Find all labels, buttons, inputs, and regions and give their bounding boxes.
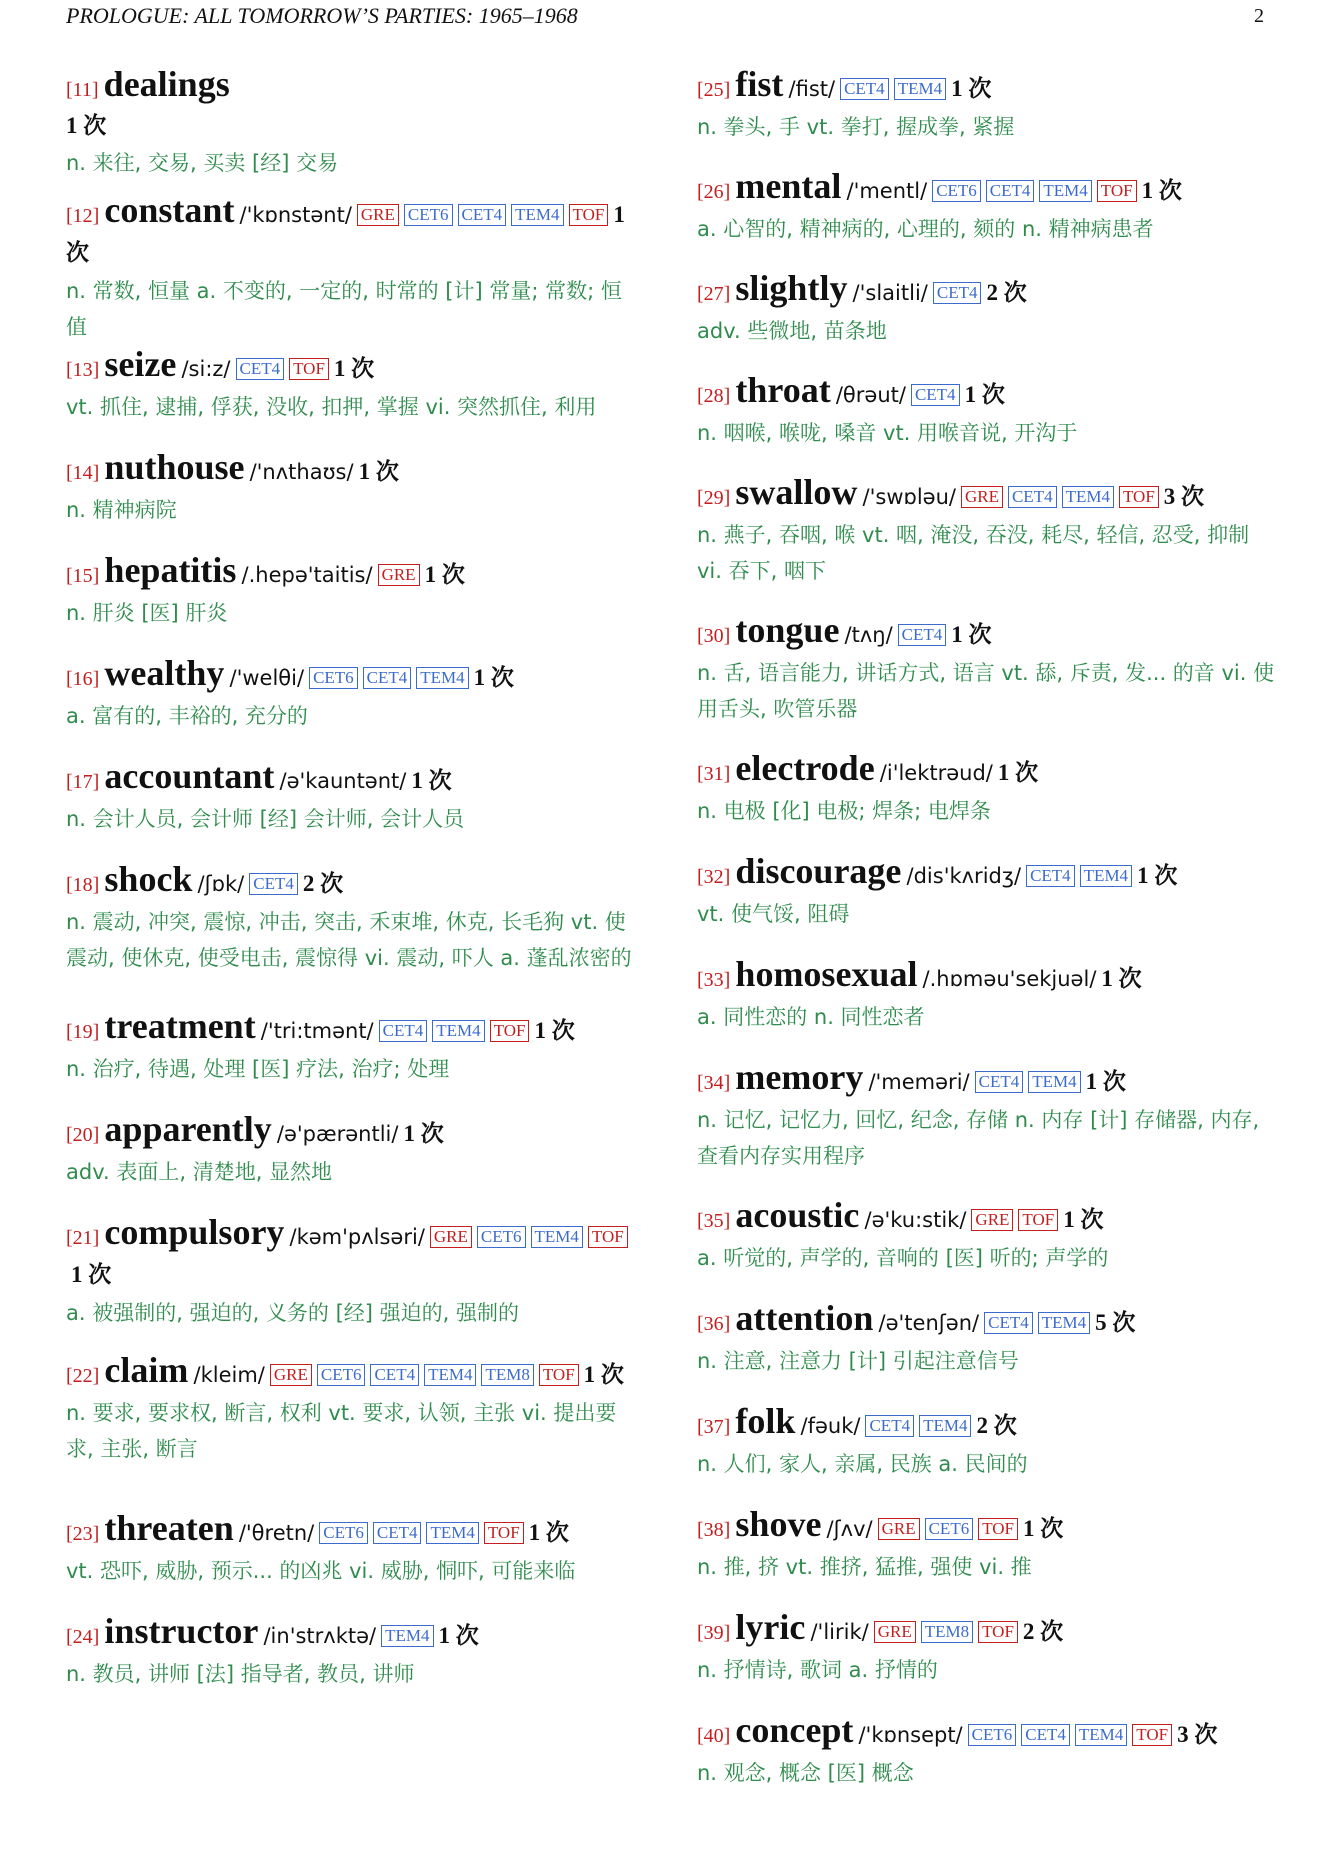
headword: nuthouse [104, 447, 245, 487]
pronunciation: /'θretn/ [238, 1521, 315, 1545]
entry-headline [697, 1712, 1277, 1755]
occurrence-count: 1 次 [951, 622, 992, 647]
entry-headline [66, 449, 636, 492]
headword: seize [104, 344, 177, 384]
headword: acoustic [735, 1195, 860, 1235]
occurrence-count: 2 次 [302, 871, 344, 896]
word-entry [697, 270, 1277, 372]
headword: constant [104, 190, 235, 230]
occurrence-count: 1 次 [358, 459, 399, 484]
headword: fist [735, 64, 784, 104]
definition: n. 抒情诗, 歌词 a. 抒情的 [697, 1658, 938, 1682]
entry-index: [21] [66, 1227, 100, 1249]
pronunciation: /fəuk/ [800, 1414, 861, 1438]
headword: apparently [104, 1109, 272, 1149]
word-entry [697, 372, 1277, 474]
exam-tag: CET4 [1026, 865, 1075, 887]
entry-index: [16] [66, 668, 100, 690]
exam-tag: TEM4 [1062, 486, 1114, 508]
word-entry [66, 192, 636, 346]
entry-headline [697, 474, 1277, 517]
entry-headline [697, 168, 1277, 211]
pronunciation: /θrəut/ [835, 383, 906, 407]
exam-tag: TOF [1097, 180, 1137, 202]
entry-index: [14] [66, 462, 100, 484]
headword: homosexual [735, 954, 918, 994]
entry-index: [28] [697, 385, 731, 407]
word-entry [697, 1059, 1277, 1197]
exam-tag: CET6 [925, 1518, 974, 1540]
entry-headline [697, 270, 1277, 313]
exam-tag: CET4 [984, 1312, 1033, 1334]
exam-tag: CET6 [309, 667, 358, 689]
pronunciation: /'nʌthaʊs/ [249, 460, 354, 484]
pronunciation: /fist/ [788, 77, 836, 101]
definition: n. 来往, 交易, 买卖 [经] 交易 [66, 151, 339, 175]
entry-index: [23] [66, 1523, 100, 1545]
headword: threaten [104, 1508, 234, 1548]
pronunciation: /ə'kauntənt/ [279, 769, 407, 793]
exam-tag: TOF [1018, 1209, 1058, 1231]
occurrence-count: 1 次 [997, 760, 1039, 785]
pronunciation: /'lirik/ [810, 1620, 869, 1644]
definition: n. 肝炎 [医] 肝炎 [66, 601, 228, 625]
exam-tag: TOF [569, 204, 609, 226]
exam-tag: CET6 [932, 180, 981, 202]
entry-headline [697, 372, 1277, 415]
entry-headline [697, 1300, 1277, 1343]
word-entry [697, 66, 1277, 168]
entry-index: [20] [66, 1124, 100, 1146]
entry-index: [37] [697, 1416, 731, 1438]
entry-index: [18] [66, 874, 100, 896]
pronunciation: /'swɒləu/ [862, 485, 956, 509]
occurrence-count: 1 次 [583, 1362, 624, 1387]
entry-index: [13] [66, 359, 100, 381]
entry-headline [66, 758, 636, 801]
exam-tag: CET4 [840, 78, 889, 100]
definition: n. 推, 挤 vt. 推挤, 猛推, 强使 vi. 推 [697, 1555, 1032, 1579]
exam-tag: TEM4 [894, 78, 946, 100]
headword: electrode [735, 748, 875, 788]
left-column [66, 66, 636, 1716]
pronunciation: /'welθi/ [229, 666, 305, 690]
occurrence-count: 1 次 [66, 113, 107, 138]
entry-index: [15] [66, 565, 100, 587]
exam-tag: CET4 [458, 204, 507, 226]
definition: n. 咽喉, 喉咙, 嗓音 vt. 用喉音说, 开沟于 [697, 421, 1078, 445]
pronunciation: /'slaitli/ [852, 281, 928, 305]
headword: treatment [104, 1006, 256, 1046]
exam-tag: TOF [484, 1522, 524, 1544]
word-entry [66, 758, 636, 861]
entry-headline [66, 192, 636, 273]
pronunciation: /'kɒnsept/ [858, 1723, 963, 1747]
definition: adv. 些微地, 苗条地 [697, 319, 887, 343]
pronunciation: /'mentl/ [846, 179, 928, 203]
exam-tag: CET4 [911, 384, 960, 406]
entry-headline [697, 853, 1277, 896]
headword: instructor [104, 1611, 259, 1651]
occurrence-count: 1 次 [403, 1121, 444, 1146]
exam-tag: CET4 [236, 358, 285, 380]
exam-tag: CET4 [898, 624, 947, 646]
entry-headline [66, 552, 636, 595]
occurrence-count: 1 次 [473, 665, 514, 690]
pronunciation: /ʃʌv/ [826, 1517, 873, 1541]
word-entry [66, 1352, 636, 1510]
exam-tag: CET6 [319, 1522, 368, 1544]
exam-tag: TEM4 [381, 1625, 433, 1647]
exam-tag: TEM4 [424, 1364, 476, 1386]
headword: lyric [735, 1607, 806, 1647]
entry-index: [40] [697, 1725, 731, 1747]
exam-tag: TEM8 [481, 1364, 533, 1386]
entry-index: [33] [697, 969, 731, 991]
exam-tag: TEM4 [416, 667, 468, 689]
entry-index: [11] [66, 79, 99, 101]
definition: n. 震动, 冲突, 震惊, 冲击, 突击, 禾束堆, 休克, 长毛狗 vt. 使震动, 使休克, 使受电击, 震惊得 vi. 震动, 吓人 a. 蓬乱浓密的 [66, 910, 632, 970]
exam-tag: CET4 [975, 1071, 1024, 1093]
exam-tag: TOF [1119, 486, 1159, 508]
headword: tongue [735, 610, 840, 650]
entry-headline [697, 1059, 1277, 1102]
exam-tag: TEM4 [1075, 1724, 1127, 1746]
definition: n. 教员, 讲师 [法] 指导者, 教员, 讲师 [66, 1662, 415, 1686]
exam-tag: GRE [874, 1621, 916, 1643]
entry-index: [30] [697, 625, 731, 647]
word-entry [697, 853, 1277, 956]
entry-headline [66, 1352, 636, 1395]
occurrence-count: 5 次 [1095, 1310, 1136, 1335]
pronunciation: /si:z/ [181, 357, 231, 381]
occurrence-count: 1 次 [411, 768, 452, 793]
exam-tag: CET6 [968, 1724, 1017, 1746]
definition: n. 会计人员, 会计师 [经] 会计师, 会计人员 [66, 807, 465, 831]
entry-index: [38] [697, 1519, 731, 1541]
word-entry [697, 1506, 1277, 1609]
headword: compulsory [104, 1212, 285, 1252]
entry-index: [25] [697, 79, 731, 101]
word-entry [66, 1008, 636, 1111]
occurrence-count: 1 次 [951, 76, 992, 101]
entry-index: [39] [697, 1622, 731, 1644]
headword: concept [735, 1710, 854, 1750]
entry-index: [35] [697, 1210, 731, 1232]
definition: a. 被强制的, 强迫的, 义务的 [经] 强迫的, 强制的 [66, 1301, 520, 1325]
entry-index: [36] [697, 1313, 731, 1335]
entry-headline [697, 956, 1277, 999]
definition: a. 心智的, 精神病的, 心理的, 颏的 n. 精神病患者 [697, 217, 1154, 241]
headword: memory [735, 1057, 864, 1097]
exam-tag: TOF [490, 1020, 530, 1042]
entry-index: [29] [697, 487, 731, 509]
entry-index: [19] [66, 1021, 100, 1043]
pronunciation: /tʌŋ/ [844, 623, 893, 647]
definition: vt. 使气馁, 阻碍 [697, 902, 850, 926]
definition: vt. 恐吓, 威胁, 预示... 的凶兆 vi. 威胁, 恫吓, 可能来临 [66, 1559, 576, 1583]
headword: discourage [735, 851, 902, 891]
occurrence-count: 2 次 [1022, 1619, 1064, 1644]
headword: swallow [735, 472, 858, 512]
pronunciation: /.hɒməu'sekjuəl/ [922, 967, 1097, 991]
word-entry [66, 861, 636, 1008]
definition: n. 燕子, 吞咽, 喉 vt. 咽, 淹没, 吞没, 耗尽, 轻信, 忍受, 抑制 vi. 吞下, 咽下 [697, 523, 1250, 583]
pronunciation: /ʃɒk/ [197, 872, 245, 896]
pronunciation: /'tri:tmənt/ [260, 1019, 374, 1043]
word-entry [66, 66, 636, 192]
entry-index: [26] [697, 181, 731, 203]
exam-tag: TOF [539, 1364, 579, 1386]
pronunciation: /.hepə'taitis/ [241, 563, 373, 587]
entry-index: [24] [66, 1626, 100, 1648]
entry-headline [697, 750, 1277, 793]
exam-tag: TEM4 [432, 1020, 484, 1042]
word-entry [697, 1197, 1277, 1300]
entry-headline [66, 861, 636, 904]
entry-headline [697, 1403, 1277, 1446]
occurrence-count: 1 次 [1101, 966, 1142, 991]
entry-headline [66, 1111, 636, 1154]
exam-tag: TEM4 [511, 204, 563, 226]
word-entry [697, 1403, 1277, 1506]
exam-tag: CET4 [363, 667, 412, 689]
entry-headline [697, 1197, 1277, 1240]
exam-tag: GRE [961, 486, 1003, 508]
occurrence-count: 1 次 [1085, 1069, 1126, 1094]
exam-tag: GRE [357, 204, 399, 226]
exam-tag: TEM4 [1028, 1071, 1080, 1093]
definition: n. 常数, 恒量 a. 不变的, 一定的, 时常的 [计] 常量; 常数; 恒值 [66, 279, 622, 339]
pronunciation: /ə'tenʃən/ [878, 1311, 980, 1335]
pronunciation: /ə'pærəntli/ [276, 1122, 399, 1146]
word-entry [697, 168, 1277, 270]
definition: n. 拳头, 手 vt. 拳打, 握成拳, 紧握 [697, 115, 1015, 139]
definition: n. 舌, 语言能力, 讲话方式, 语言 vt. 舔, 斥责, 发... 的音 vi. 使用舌头, 吹管乐器 [697, 661, 1275, 721]
exam-tag: CET4 [379, 1020, 428, 1042]
word-entry [697, 612, 1277, 750]
exam-tag: CET4 [373, 1522, 422, 1544]
exam-tag: GRE [270, 1364, 312, 1386]
definition: adv. 表面上, 清楚地, 显然地 [66, 1160, 333, 1184]
definition: n. 治疗, 待遇, 处理 [医] 疗法, 治疗; 处理 [66, 1057, 450, 1081]
exam-tag: CET4 [933, 282, 982, 304]
pronunciation: /kəm'pʌlsəri/ [289, 1225, 425, 1249]
headword: dealings [103, 64, 230, 104]
exam-tag: TOF [1132, 1724, 1172, 1746]
entry-headline [66, 655, 636, 698]
word-entry [66, 1510, 636, 1613]
occurrence-count: 1 次 [333, 356, 375, 381]
exam-tag: GRE [878, 1518, 920, 1540]
headword: attention [735, 1298, 874, 1338]
entry-index: [27] [697, 283, 731, 305]
word-entry [66, 552, 636, 655]
entry-headline [697, 66, 1277, 109]
headword: shock [104, 859, 193, 899]
definition: n. 电极 [化] 电极; 焊条; 电焊条 [697, 799, 991, 823]
entry-headline [66, 1008, 636, 1051]
exam-tag: GRE [971, 1209, 1013, 1231]
word-entry [66, 1111, 636, 1214]
headword: wealthy [104, 653, 225, 693]
entry-headline [66, 1613, 636, 1656]
definition: n. 精神病院 [66, 498, 177, 522]
right-column [697, 66, 1277, 1815]
entry-headline [697, 1609, 1277, 1652]
occurrence-count: 1 次 [1023, 1516, 1064, 1541]
definition: a. 听觉的, 声学的, 音响的 [医] 听的; 声学的 [697, 1246, 1109, 1270]
entry-index: [17] [66, 771, 100, 793]
headword: claim [104, 1350, 189, 1390]
exam-tag: TEM4 [1039, 180, 1091, 202]
entry-index: [22] [66, 1365, 100, 1387]
headword: shove [735, 1504, 822, 1544]
exam-tag: CET6 [317, 1364, 366, 1386]
headword: mental [735, 166, 842, 206]
occurrence-count: 1 次 [1141, 178, 1182, 203]
exam-tag: CET4 [1021, 1724, 1070, 1746]
word-entry [697, 1609, 1277, 1712]
word-entry [697, 474, 1277, 612]
definition: a. 富有的, 丰裕的, 充分的 [66, 704, 308, 728]
headword: accountant [104, 756, 275, 796]
occurrence-count: 1 次 [1137, 863, 1178, 888]
occurrence-count: 1 次 [71, 1262, 112, 1287]
pronunciation: /'kɒnstənt/ [239, 203, 352, 227]
entry-index: [32] [697, 866, 731, 888]
headword: slightly [735, 268, 848, 308]
occurrence-count: 1 次 [438, 1623, 479, 1648]
exam-tag: TOF [978, 1518, 1018, 1540]
exam-tag: CET6 [404, 204, 453, 226]
entry-index: [12] [66, 205, 100, 227]
exam-tag: GRE [430, 1226, 472, 1248]
word-entry [697, 1300, 1277, 1403]
exam-tag: CET4 [865, 1415, 914, 1437]
exam-tag: TEM4 [531, 1226, 583, 1248]
pronunciation: /i'lektrəud/ [879, 761, 993, 785]
pronunciation: /kleim/ [193, 1363, 265, 1387]
exam-tag: CET4 [986, 180, 1035, 202]
exam-tag: CET4 [370, 1364, 419, 1386]
word-entry [66, 1613, 636, 1716]
exam-tag: CET4 [1008, 486, 1057, 508]
definition: n. 观念, 概念 [医] 概念 [697, 1761, 914, 1785]
pronunciation: /'meməri/ [868, 1070, 970, 1094]
page-header [66, 0, 1264, 32]
exam-tag: TEM4 [919, 1415, 971, 1437]
exam-tag: TEM4 [426, 1522, 478, 1544]
occurrence-count: 3 次 [1177, 1722, 1218, 1747]
headword: hepatitis [104, 550, 237, 590]
exam-tag: TEM4 [1038, 1312, 1090, 1334]
occurrence-count: 1 次 [528, 1520, 569, 1545]
exam-tag: CET6 [477, 1226, 526, 1248]
definition: n. 要求, 要求权, 断言, 权利 vt. 要求, 认领, 主张 vi. 提出要求, 主张, 断言 [66, 1401, 617, 1461]
exam-tag: TOF [588, 1226, 628, 1248]
occurrence-count: 1 次 [66, 202, 625, 265]
occurrence-count: 2 次 [976, 1413, 1017, 1438]
word-entry [697, 956, 1277, 1059]
exam-tag: TEM4 [1080, 865, 1132, 887]
entry-headline [66, 66, 636, 109]
occurrence-count: 3 次 [1163, 484, 1205, 509]
page-number: 2 [1254, 4, 1264, 27]
word-entry [66, 346, 636, 449]
definition: a. 同性恋的 n. 同性恋者 [697, 1005, 925, 1029]
entry-headline [66, 1214, 636, 1295]
definition: n. 注意, 注意力 [计] 引起注意信号 [697, 1349, 1019, 1373]
definition: n. 人们, 家人, 亲属, 民族 a. 民间的 [697, 1452, 1028, 1476]
entry-index: [31] [697, 763, 731, 785]
headword: throat [735, 370, 831, 410]
pronunciation: /ə'ku:stik/ [864, 1208, 967, 1232]
occurrence-count: 2 次 [986, 280, 1027, 305]
headword: folk [735, 1401, 796, 1441]
word-entry [66, 655, 636, 758]
exam-tag: TEM8 [921, 1621, 973, 1643]
entry-headline [66, 346, 636, 389]
word-entry [697, 1712, 1277, 1815]
exam-tag: TOF [289, 358, 329, 380]
exam-tag: CET4 [249, 873, 298, 895]
word-entry [697, 750, 1277, 853]
definition: vt. 抓住, 逮捕, 俘获, 没收, 扣押, 掌握 vi. 突然抓住, 利用 [66, 395, 597, 419]
occurrence-count: 1 次 [534, 1018, 575, 1043]
occurrence-count: 1 次 [424, 562, 465, 587]
pronunciation: /dis'kʌridʒ/ [906, 864, 1022, 888]
exam-tag: TOF [978, 1621, 1018, 1643]
entry-headline [697, 1506, 1277, 1549]
definition: n. 记忆, 记忆力, 回忆, 纪念, 存储 n. 内存 [计] 存储器, 内存, 查看内存实用程序 [697, 1108, 1260, 1168]
occurrence-count: 1 次 [964, 382, 1005, 407]
exam-tag: GRE [378, 564, 420, 586]
word-entry [66, 1214, 636, 1352]
entry-index: [34] [697, 1072, 731, 1094]
entry-headline [66, 1510, 636, 1553]
entry-headline [697, 612, 1277, 655]
occurrence-count: 1 次 [1063, 1207, 1104, 1232]
pronunciation: /in'strʌktə/ [263, 1624, 377, 1648]
word-entry [66, 449, 636, 552]
running-title: PROLOGUE: ALL TOMORROW’S PARTIES: 1965–1968 [66, 3, 578, 28]
